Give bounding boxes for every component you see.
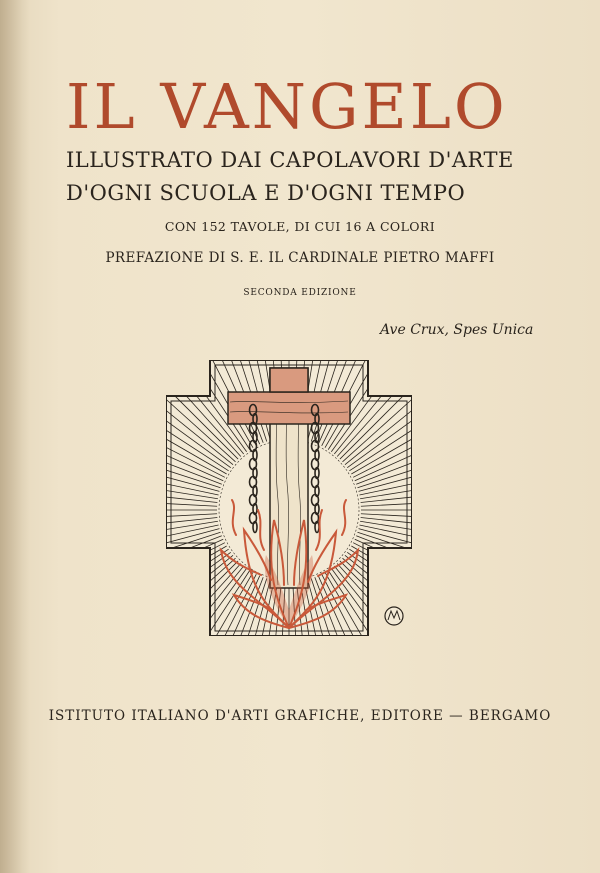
page-gutter-shadow <box>0 0 30 873</box>
book-title: IL VANGELO <box>66 70 508 143</box>
subtitle-line-2: D'OGNI SCUOLA E D'OGNI TEMPO <box>66 181 466 205</box>
motto: Ave Crux, Spes Unica <box>380 322 534 338</box>
cross-with-chains-and-flames-icon <box>166 360 412 636</box>
preface-note: PREFAZIONE DI S. E. IL CARDINALE PIETRO MAFFI <box>105 250 495 266</box>
monogram-icon <box>385 607 403 625</box>
subtitle-line-1: ILLUSTRATO DAI CAPOLAVORI D'ARTE <box>66 148 514 172</box>
edition-note: SECONDA EDIZIONE <box>243 288 357 298</box>
plates-note: CON 152 TAVOLE, DI CUI 16 A COLORI <box>164 219 436 234</box>
publisher-line: ISTITUTO ITALIANO D'ARTI GRAFICHE, EDITORE — BERGAMO <box>48 708 552 724</box>
